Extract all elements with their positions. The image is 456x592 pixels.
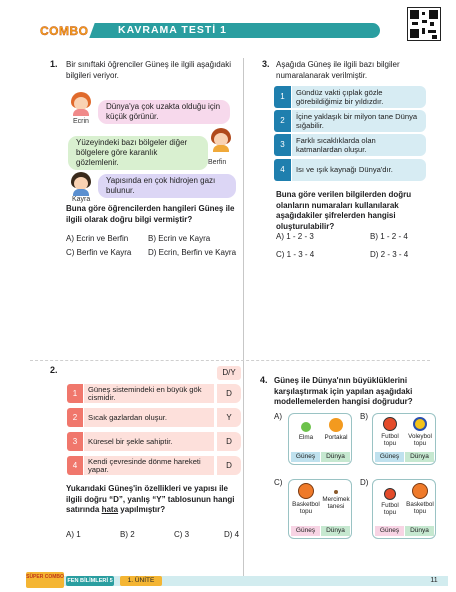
q3-option-a[interactable]: A) 1 - 2 - 3 <box>276 232 314 241</box>
q3-item-2: 2 İçine yaklaşık bir milyon tane Dünya sığabilir. <box>274 110 426 132</box>
q4-question: Güneş ile Dünya'nın büyüklüklerini karşılaştırmak için yapılan aşağıdaki modellemelerden hangisi doğrudur? <box>274 376 413 406</box>
football-icon <box>384 488 396 500</box>
basketball-icon <box>412 483 428 499</box>
q4-option-d[interactable]: Futbol topu Basketbol topu Güneş Dünya <box>372 479 436 539</box>
q2-item-2: 2 Sıcak gazlardan oluşur. Y <box>67 408 241 427</box>
kayra-avatar <box>70 172 92 196</box>
q2-option-b[interactable]: B) 2 <box>120 530 135 539</box>
q3-option-d[interactable]: D) 2 - 3 - 4 <box>370 250 409 259</box>
q1-option-d[interactable]: D) Ecrin, Berfin ve Kayra <box>148 248 237 257</box>
super-combo-badge: SÜPER COMBO <box>26 572 64 588</box>
unit-label: 1. ÜNİTE <box>120 576 162 586</box>
q2-option-c[interactable]: C) 3 <box>174 530 190 539</box>
q3-item-1: 1 Gündüz vakti çıplak gözle görebildiğimiz bir yıldızdır. <box>274 86 426 108</box>
q3-question: Buna göre verilen bilgilerden doğru olanların numaraları kullanılarak aşağıdakiler şifrelerden hangisi oluşturulabilir? <box>276 190 412 231</box>
q1-option-a[interactable]: A) Ecrin ve Berfin <box>66 234 129 243</box>
q4-option-c[interactable]: Basketbol topu Mercimek tanesi Güneş Dünya <box>288 479 352 539</box>
q2-option-d[interactable]: D) 4 <box>224 530 240 539</box>
q3-prompt: Aşağıda Güneş ile ilgili bazı bilgiler numaralanarak verilmiştir. <box>276 60 400 80</box>
q4-option-c-label[interactable]: C) <box>274 478 283 487</box>
q4-option-d-label[interactable]: D) <box>360 478 369 487</box>
q2-item-3: 3 Küresel bir şekle sahiptir. D <box>67 432 241 451</box>
qr-code-icon[interactable] <box>407 7 441 41</box>
q2-number: 2. <box>50 365 58 375</box>
q3-option-b[interactable]: B) 1 - 2 - 4 <box>370 232 408 241</box>
q2-item-4: 4 Kendi çevresinde dönme hareketi yapar. D <box>67 456 241 475</box>
q1-prompt: Bir sınıftaki öğrenciler Güneş ile ilgili aşağıdaki bilgileri veriyor. <box>66 60 231 80</box>
q1-option-c[interactable]: C) Berfin ve Kayra <box>66 248 132 257</box>
ecrin-label: Ecrin <box>73 118 89 125</box>
q3-number: 3. <box>262 59 270 69</box>
q2-question: Yukarıdaki Güneş'in özellikleri ve yapısı ile ilgili doğru “D”, yanlış “Y” tablosunun hangi satırında hata yapılmıştır? <box>66 484 235 514</box>
q2-dy-header: D/Y <box>217 366 241 380</box>
column-divider <box>243 58 244 586</box>
q1-option-b[interactable]: B) Ecrin ve Kayra <box>148 234 211 243</box>
q3-item-4: 4 Isı ve ışık kaynağı Dünya'dır. <box>274 159 426 181</box>
q4-option-b[interactable]: Futbol topu Voleybol topu Güneş Dünya <box>372 413 436 465</box>
volleyball-icon <box>413 417 427 431</box>
q2-item-1: 1 Güneş sistemindeki en büyük gök cismidir. D <box>67 384 241 403</box>
q4-option-a[interactable]: Elma Portakal Güneş Dünya <box>288 413 352 465</box>
q1-number: 1. <box>50 59 58 69</box>
test-title-bar <box>98 23 380 38</box>
berfin-speech: Yüzeyindeki bazı bölgeler diğer bölgelere göre karanlık gözlemlenir. <box>68 136 208 170</box>
berfin-avatar <box>210 128 232 152</box>
ecrin-speech: Dünya'ya çok uzakta olduğu için küçük görünür. <box>98 100 230 124</box>
orange-icon <box>329 418 343 432</box>
kayra-label: Kayra <box>72 196 91 203</box>
lentil-icon <box>334 490 338 494</box>
subject-label: FEN BİLİMLERİ 5 <box>67 578 113 584</box>
q2-option-a[interactable]: A) 1 <box>66 530 81 539</box>
basketball-icon <box>298 483 314 499</box>
q3-option-c[interactable]: C) 1 - 3 - 4 <box>276 250 315 259</box>
q4-number: 4. <box>260 375 268 385</box>
combo-logo: COMBO <box>40 24 89 38</box>
q2-question-emphasis: hata <box>101 505 119 514</box>
q3-item-3: 3 Farklı sıcaklıklarda olan katmanlardan oluşur. <box>274 134 426 156</box>
ecrin-avatar <box>70 92 92 116</box>
q4-option-b-label[interactable]: B) <box>360 412 368 421</box>
page-number: 11 <box>430 577 438 584</box>
apple-icon <box>301 422 311 432</box>
q1-question: Buna göre öğrencilerden hangileri Güneş ile ilgili olarak doğru bilgi vermiştir? <box>66 204 235 224</box>
page-footer <box>0 570 456 592</box>
kayra-speech: Yapısında en çok hidrojen gazı bulunur. <box>98 174 236 198</box>
berfin-label: Berfin <box>208 159 227 166</box>
football-icon <box>383 417 397 431</box>
row-divider <box>30 360 430 361</box>
test-title: KAVRAMA TESTİ 1 <box>118 24 227 36</box>
page-header <box>0 0 456 60</box>
q4-option-a-label[interactable]: A) <box>274 412 282 421</box>
